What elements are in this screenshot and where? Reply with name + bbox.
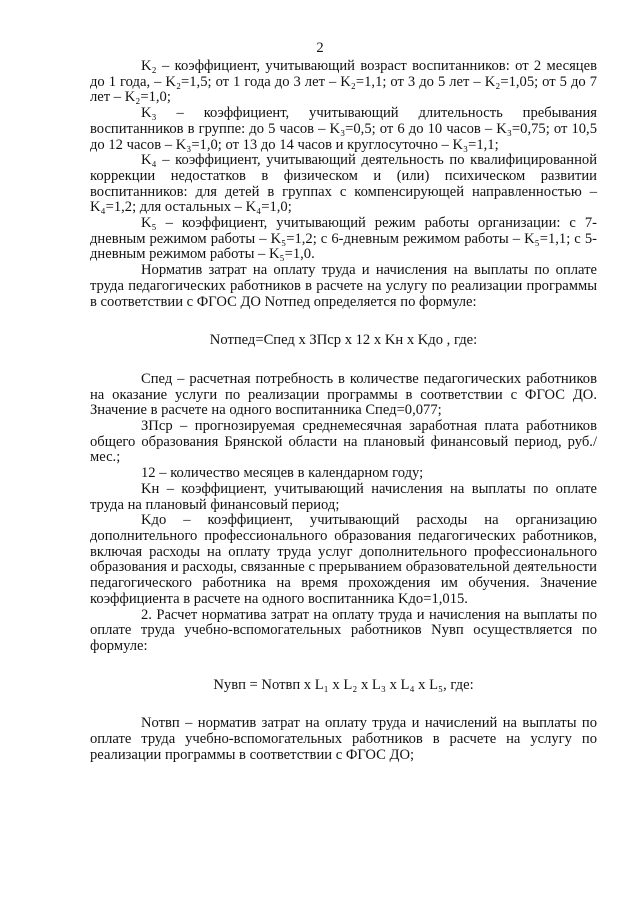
paragraph-item-2: 2. Расчет норматива затрат на оплату труда и начисления на выплаты по оплате труда учебно-вспомогательных работников Nувп осуществляется по формуле: [90,606,597,654]
paragraph-months: 12 – количество месяцев в календарном году; [141,465,424,482]
paragraph-zp-sr: ЗПср – прогнозируемая среднемесячная заработная плата работников общего образования Брянской области на плановый финансовый период, руб./мес.; [90,418,597,466]
paragraph-k4: K₄ – коэффициент, учитывающий деятельность по квалифицированной коррекции недостатков в физическом и (или) психическом развитии воспитанников: для детей в группах с компенсирующей направленностью – K₄=1,2; для остальных – K₄=1,0; [90,152,597,216]
paragraph-c-ped: Cпед – расчетная потребность в количестве педагогических работников на оказание услуги по реализации программы в соответствии с ФГОС ДО. Значение в расчете на одного воспитанника Cпед=0,077; [90,370,597,419]
paragraph-k3: K₃ – коэффициент, учитывающий длительность пребывания воспитанников в группе: до 5 часов – K₃=0,5; от 6 до 10 часов – K₃=0,75; от 10,5 до 12 часов – K₃=1,0; от 13 до 14 часов и круглосуточно – K₃=1,1; [90,105,597,153]
paragraph-k-do: Kдо – коэффициент, учитывающий расходы на организацию дополнительного профессионального образования педагогических работников, включая расходы на оплату труда услуг дополнительного профессионального образования и расходы, связанные с прерыванием образовательной деятельности педагогического работника на время прохождения им обучения. Значение коэффициента в расчете на одного воспитанника Kдо=1,015. [90,512,597,607]
paragraph-k5: K₅ – коэффициент, учитывающий режим работы организации: с 7-дневным режимом работы – K₅=1,2; с 6-дневным режимом работы – K₅=1,1; с 5-дневным режимом работы – K₅=1,0. [90,215,597,263]
paragraph-n-otvp: Nотвп – норматив затрат на оплату труда и начислений на выплаты по оплате труда учебно-вспомогательных работников в расчете на услугу по реализации программы в соответствии с ФГОС ДО; [90,715,597,763]
formula-n-uvp: Nувп = Nотвп x L₁ x L₂ x L₃ x L₄ x L₅, где: [213,676,474,693]
page-number: 2 [316,40,324,56]
paragraph-k2: K₂ – коэффициент, учитывающий возраст воспитанников: от 2 месяцев до 1 года, – K₂=1,5; от 1 года до 3 лет – K₂=1,1; от 3 до 5 лет – K₂=1,05; от 5 до 7 лет – K₂=1,0; [90,58,597,106]
paragraph-k-n: Kн – коэффициент, учитывающий начисления на выплаты по оплате труда на плановый финансовый период; [90,480,597,513]
document-body [90,59,597,763]
formula-n-otped: Nотпед=Cпед x ЗПср x 12 x Kн x Kдо , где: [209,332,478,349]
paragraph-norm-intro: Норматив затрат на оплату труда и начисления на выплаты по оплате труда педагогических работников в расчете на услугу по реализации программы в соответствии с ФГОС ДО Nотпед определяется по формуле: [90,262,597,310]
